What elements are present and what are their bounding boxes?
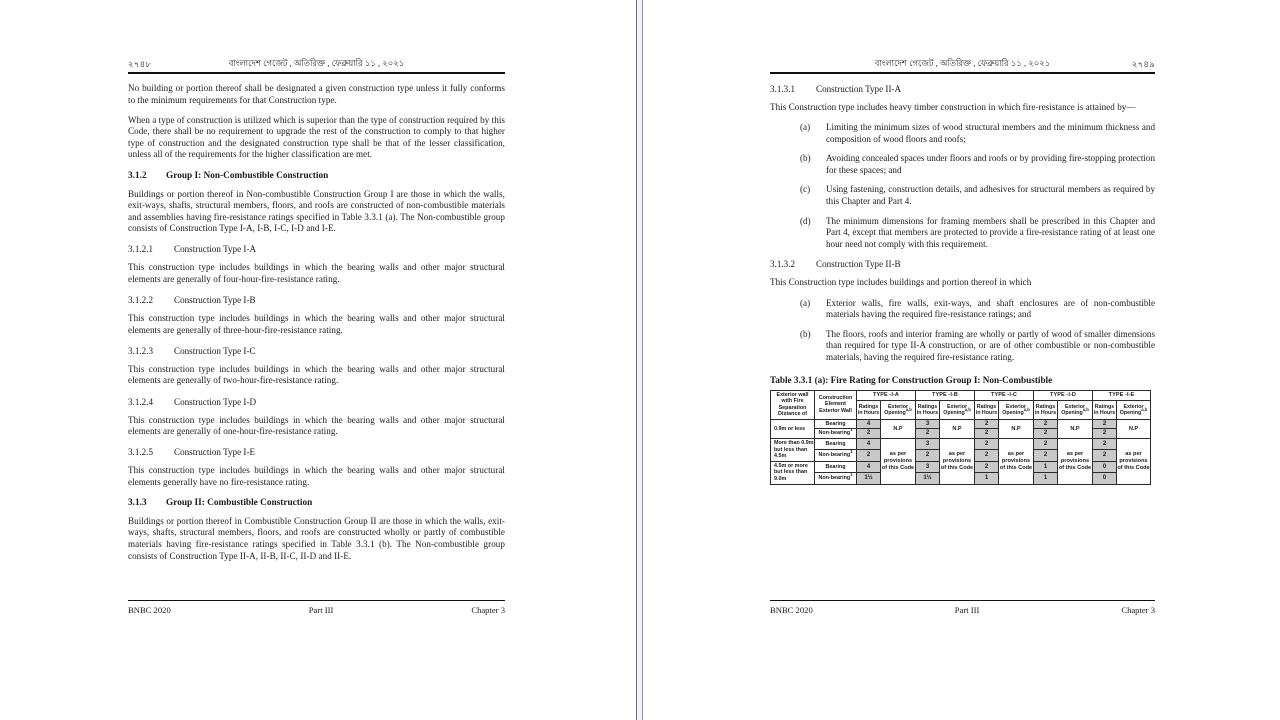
list-item: [770, 184, 1155, 207]
header-exterior-opening-label: Exterior Opening: [1061, 403, 1086, 417]
heading-3-1-2-2-title: Construction Type I-B: [174, 295, 256, 306]
heading-3-1-2-2-number: 3.1.2.2: [128, 295, 154, 306]
cell-rating: 2: [1093, 450, 1117, 461]
footnote-marker-1: 1: [850, 427, 853, 433]
heading-3-1-3-2-number: 3.1.3.2: [770, 259, 796, 270]
heading-3-1-2-5: [128, 446, 505, 458]
header-exterior-opening: [940, 401, 975, 419]
footnote-marker-ab: a,b: [1141, 407, 1148, 413]
heading-3-1-3-1-title: Construction Type II-A: [816, 84, 902, 94]
paragraph-3-1-2-4: This construction type includes buildings in which the bearing walls and other major structural elements are generally of one-hour-fire-resistance rating.: [128, 414, 505, 437]
page-left: [0, 0, 637, 720]
heading-3-1-2-4: [128, 396, 505, 408]
list-item: [770, 122, 1155, 145]
heading-3-1-2-1-number: 3.1.2.1: [128, 244, 154, 255]
header-type-i-a: TYPE -I-A: [857, 390, 916, 401]
page-left-content: [128, 58, 505, 571]
header-exterior-opening: [1117, 401, 1151, 419]
heading-3-1-3-1-number: 3.1.3.1: [770, 84, 796, 94]
paragraph-3-1-2-1: This construction type includes buildings in which the bearing walls and other major structural elements are generally of four-hour-fire-resistance rating.: [128, 262, 505, 285]
heading-3-1-2-4-number: 3.1.2.4: [128, 396, 154, 407]
footnote-marker-ab: a,b: [1023, 407, 1030, 413]
heading-3-1-2-5-number: 3.1.2.5: [128, 447, 154, 458]
heading-3-1-2-1: [128, 243, 505, 255]
list-marker: (d): [800, 215, 811, 226]
cell-rating: 2: [857, 450, 881, 461]
paragraph-3-1-3: Buildings or portion thereof in Combustible Construction Group II are those in which the walls, exit-ways, shafts, structural members, floors, and roofs are constructed wholly or partly of combustible materials having fire-resistance ratings specified in Table 3.3.1 (b). The Non-combustible group consists of Construction Type II-A, II-B, II-C, II-D and II-E.: [128, 515, 505, 561]
heading-3-1-3-1: [770, 83, 1155, 95]
header-exterior-opening-label: Exterior Opening: [1002, 403, 1027, 417]
heading-3-1-2: [128, 170, 505, 182]
paragraph-3-1-2: Buildings or portion thereof in Non-combustible Construction Group I are those in which the walls, exit-ways, shafts, structural members, floors, and roofs are constructed of non-combustible materials and assemblies having fire-resistance ratings specified in Table 3.3.1 (a). The Non-combustible group consists of Construction Type I-A, I-B, I-C, I-D and I-E.: [128, 188, 505, 234]
footnote-marker-ab: a,b: [905, 407, 912, 413]
list-marker: (a): [800, 297, 811, 308]
list-item-text: Limiting the minimum sizes of wood structural members and the minimum thickness and composition of wood floors and roofs;: [826, 122, 1155, 144]
cell-opening: as per provisions of this Code: [881, 439, 916, 485]
list-item: [770, 298, 1155, 321]
cell-opening: N.P: [940, 419, 975, 438]
list-item-text: Exterior walls, fire walls, exit-ways, and shaft enclosures are of non-combustible materials having the required fire-resistance ratings; and: [826, 297, 1155, 320]
page-right: [637, 0, 1280, 720]
heading-3-1-3-2-title: Construction Type II-B: [816, 259, 901, 270]
cell-opening: N.P: [881, 419, 916, 438]
paragraph-3-1-3-2-lead: This Construction type includes buildings and portion thereof in which: [770, 277, 1032, 288]
header-type-i-c: TYPE -I-C: [975, 390, 1034, 401]
header-exterior-opening: [999, 401, 1034, 419]
list-item-text: The floors, roofs and interior framing are wholly or partly of wood of smaller dimensions than required for type II-A construction, or are of other combustible or non-combustible materials, having the required fire-resistance rating.: [826, 328, 1155, 362]
footer-chapter-right: Chapter 3: [1121, 605, 1155, 615]
cell-rating: 4: [857, 419, 881, 429]
fire-rating-table-body: [771, 419, 1151, 484]
cell-rating: 0: [1093, 473, 1117, 484]
cell-rating: 2: [1034, 439, 1058, 450]
cell-rating: 2: [975, 429, 999, 439]
list-3-1-3-2: [770, 298, 1155, 364]
cell-rating: 2: [1093, 439, 1117, 450]
row-distance-3: 4.5m or more but less than 9.0m: [771, 461, 815, 484]
footer-code-left: BNBC 2020: [128, 605, 171, 615]
list-item-text: Using fastening, construction details, and adhesives for structural members as required by this Chapter and Part 4.: [826, 184, 1155, 207]
paragraph-3-1-2-2: This construction type includes buildings in which the bearing walls and other major structural elements are generally of three-hour-fire-resistance rating.: [128, 313, 505, 335]
cell-rating: 2: [857, 429, 881, 439]
folio-right: ২৭৪৯: [1131, 59, 1155, 69]
cell-opening: N.P: [999, 419, 1034, 438]
cell-rating: 2: [1034, 429, 1058, 439]
table-row: [771, 419, 1151, 429]
heading-3-1-2-3-title: Construction Type I-C: [174, 345, 256, 356]
table-row: [771, 439, 1151, 450]
list-marker: (b): [800, 153, 811, 164]
paragraph-designation: No building or portion thereof shall be designated a given construction type unless it fully conforms to the minimum requirements for that Construction type.: [128, 83, 505, 105]
heading-3-1-2-title: Group I: Non-Combustible Construction: [166, 170, 329, 181]
heading-3-1-2-1-title: Construction Type I-A: [174, 244, 257, 255]
footer-chapter-left: Chapter 3: [471, 605, 505, 615]
list-item-text: Avoiding concealed spaces under floors and roofs or by providing fire-stopping protection for these spaces; and: [826, 153, 1155, 175]
header-exterior-wall-distance: Exterior wall with Fire Separation Distance of: [771, 390, 815, 419]
cell-rating: 0: [1093, 461, 1117, 472]
heading-3-1-2-2: [128, 294, 505, 306]
cell-rating: 3: [916, 461, 940, 472]
cell-rating: 2: [1093, 429, 1117, 439]
heading-3-1-2-4-title: Construction Type I-D: [174, 396, 257, 407]
cell-opening: N.P: [1117, 419, 1151, 438]
cell-rating: 2: [1034, 450, 1058, 461]
gazette-title-left: বাংলাদেশ গেজেট , অতিরিক্ত , ফেব্রুয়ারি ১১ , ২০২১: [228, 59, 405, 68]
header-ratings-hours: Ratings in Hours: [857, 401, 881, 419]
cell-rating: 2: [1093, 419, 1117, 429]
list-3-1-3-1: [770, 122, 1155, 250]
list-item: [770, 153, 1155, 176]
paragraph-superior-type: When a type of construction is utilized which is superior than the type of construction required by this Code, there shall be no requirement to upgrade the rest of the construction to comply to that higher type of construction and the designated construction type shall be that of the lesser classification, unless all of the requirements for the higher classification are met.: [128, 114, 505, 160]
header-construction-element: Construction Element Exterior Wall: [815, 390, 857, 419]
header-ratings-hours: Ratings in Hours: [1093, 401, 1117, 419]
heading-3-1-3-title: Group II: Combustible Construction: [166, 497, 313, 508]
row-element-bearing: Bearing: [815, 439, 857, 450]
footnote-marker-1: 1: [850, 449, 853, 455]
header-exterior-opening: [881, 401, 916, 419]
cell-rating: 3: [916, 419, 940, 429]
heading-3-1-3: [128, 497, 505, 509]
cell-opening: as per provisions of this Code: [999, 439, 1034, 485]
heading-3-1-2-3-number: 3.1.2.3: [128, 345, 154, 356]
running-head-right: [770, 58, 1155, 74]
cell-opening: as per provisions of this Code: [1058, 439, 1093, 485]
row-element-nonbearing-label: Non-bearing: [818, 430, 851, 437]
footnote-marker-1: 1: [850, 472, 853, 478]
page-gutter-divider: [636, 0, 643, 720]
cell-rating: 4: [857, 439, 881, 450]
cell-rating: 2: [1034, 419, 1058, 429]
heading-3-1-3-number: 3.1.3: [128, 497, 147, 508]
header-exterior-opening-label: Exterior Opening: [1119, 403, 1144, 417]
cell-rating: 1: [975, 473, 999, 484]
cell-rating: 2: [975, 419, 999, 429]
table-caption: Table 3.3.1 (a): Fire Rating for Construction Group I: Non-Combustible: [770, 374, 1053, 385]
page-footer-left: [128, 600, 505, 616]
row-element-bearing: Bearing: [815, 419, 857, 429]
heading-3-1-3-2: [770, 258, 1155, 270]
list-item: [770, 329, 1155, 364]
cell-rating: 1: [1034, 461, 1058, 472]
list-item-text: The minimum dimensions for framing members shall be prescribed in this Chapter and Part 4, except that members are protected to provide a fire-resistance rating of at least one hour need not comply with this requirement.: [826, 215, 1155, 249]
row-distance-2: More than 0.9m but less than 4.5m: [771, 439, 815, 462]
header-exterior-opening-label: Exterior Opening: [943, 403, 968, 417]
page-footer-right: [770, 600, 1155, 616]
cell-rating: 1½: [916, 473, 940, 484]
cell-rating: 2: [975, 439, 999, 450]
paragraph-3-1-2-3: This construction type includes buildings in which the bearing walls and other major structural elements are generally of two-hour-fire-resistance rating.: [128, 363, 505, 386]
footnote-marker-ab: a,b: [1082, 407, 1089, 413]
header-type-i-d: TYPE -I-D: [1034, 390, 1093, 401]
list-marker: (b): [800, 328, 811, 339]
heading-3-1-2-number: 3.1.2: [128, 170, 147, 181]
list-marker: (c): [800, 184, 811, 195]
cell-opening: as per provisions of this Code: [940, 439, 975, 485]
cell-rating: 2: [916, 450, 940, 461]
paragraph-3-1-2-5: This construction type includes buildings in which the bearing walls and other major structural elements generally have no fire-resistance rating.: [128, 465, 505, 487]
page-right-content: [770, 58, 1155, 485]
gazette-title-right: বাংলাদেশ গেজেট , অতিরিক্ত , ফেব্রুয়ারি ১১ , ২০২১: [874, 59, 1051, 68]
cell-rating: 2: [916, 429, 940, 439]
running-head-left: [128, 58, 505, 74]
header-exterior-opening: [1058, 401, 1093, 419]
folio-left: ২৭৪৮: [128, 59, 152, 69]
cell-rating: 4: [857, 461, 881, 472]
cell-rating: 3: [916, 439, 940, 450]
cell-rating: 2: [975, 461, 999, 472]
cell-rating: 2: [975, 450, 999, 461]
cell-opening: as per provisions of this Code: [1117, 439, 1151, 485]
header-type-i-b: TYPE -I-B: [916, 390, 975, 401]
header-type-i-e: TYPE -I-E: [1093, 390, 1151, 401]
cell-rating: 1: [1034, 473, 1058, 484]
row-element-nonbearing-label: Non-bearing: [818, 475, 851, 482]
header-exterior-opening-label: Exterior Opening: [884, 403, 909, 417]
list-item: [770, 216, 1155, 251]
row-element-nonbearing: [815, 429, 857, 439]
paragraph-3-1-3-1-lead: This Construction type includes heavy timber construction in which fire-resistance is attained by—: [770, 102, 1136, 112]
header-ratings-hours: Ratings in Hours: [916, 401, 940, 419]
row-element-bearing: Bearing: [815, 461, 857, 472]
footer-part-left: Part III: [308, 605, 334, 615]
footer-part-right: Part III: [954, 605, 980, 615]
heading-3-1-2-5-title: Construction Type I-E: [174, 447, 256, 458]
cell-rating: 1½: [857, 473, 881, 484]
fire-rating-table: [770, 390, 1151, 485]
footnote-marker-ab: a,b: [964, 407, 971, 413]
header-ratings-hours: Ratings in Hours: [975, 401, 999, 419]
row-distance-1: 0.9m or less: [771, 419, 815, 438]
row-element-nonbearing: [815, 473, 857, 484]
footer-code-right: BNBC 2020: [770, 605, 813, 615]
list-marker: (a): [800, 122, 811, 133]
row-element-nonbearing-label: Non-bearing: [818, 452, 851, 459]
row-element-nonbearing: [815, 450, 857, 461]
cell-opening: N.P: [1058, 419, 1093, 438]
header-ratings-hours: Ratings in Hours: [1034, 401, 1058, 419]
heading-3-1-2-3: [128, 345, 505, 357]
table-header-row-types: [771, 390, 1151, 401]
